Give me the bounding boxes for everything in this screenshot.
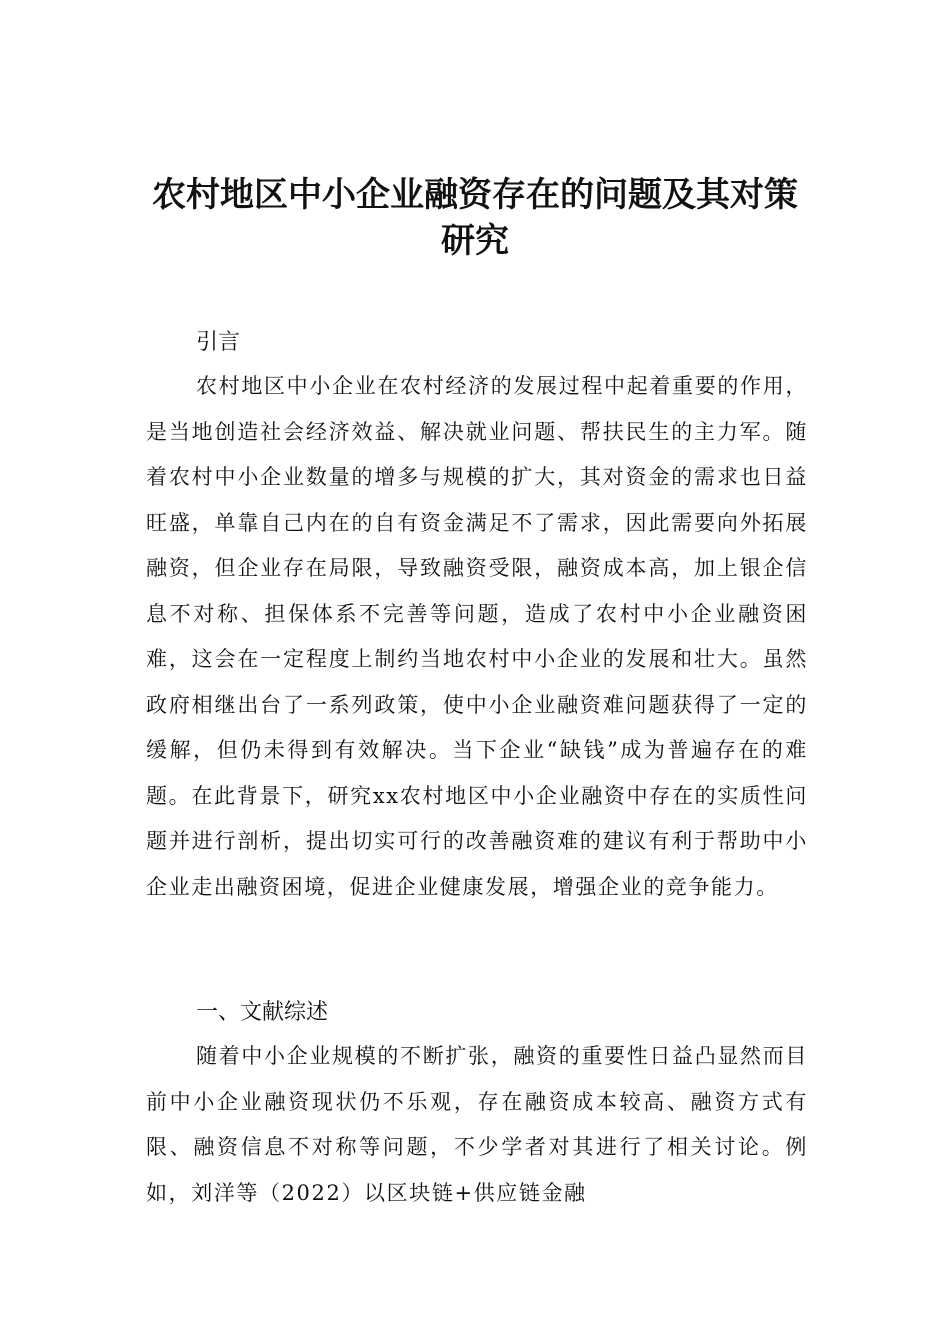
section1-heading: 一、文献综述 xyxy=(196,1000,329,1025)
section1-paragraph: 随着中小企业规模的不断扩张，融资的重要性日益凸显然而目前中小企业融资现状仍不乐观，存在融资成本较高、融资方式有限、融资信息不对称等问题，不少学者对其进行了相关讨论。例如，刘洋等（2022）以区块链+供应链金融 xyxy=(146,1044,808,1205)
document-title: 农村地区中小企业融资存在的问题及其对策研究 xyxy=(152,175,798,261)
intro-heading: 引言 xyxy=(196,330,241,355)
intro-paragraph: 农村地区中小企业在农村经济的发展过程中起着重要的作用，是当地创造社会经济效益、解决就业问题、帮扶民生的主力军。随着农村中小企业数量的增多与规模的扩大，其对资金的需求也日益旺盛，单靠自己内在的自有资金满足不了需求，因此需要向外拓展融资，但企业存在局限，导致融资受限，融资成本高，加上银企信息不对称、担保体系不完善等问题，造成了农村中小企业融资困难，这会在一定程度上制约当地农村中小企业的发展和壮大。虽然政府相继出台了一系列政策，使中小企业融资难问题获得了一定的缓解，但仍未得到有效解决。当下企业“缺钱”成为普遍存在的难题。在此背景下，研究xx农村地区中小企业融资中存在的实质性问题并进行剖析，提出切实可行的改善融资难的建议有利于帮助中小企业走出融资困境，促进企业健康发展，增强企业的竞争能力。 xyxy=(146,374,808,899)
